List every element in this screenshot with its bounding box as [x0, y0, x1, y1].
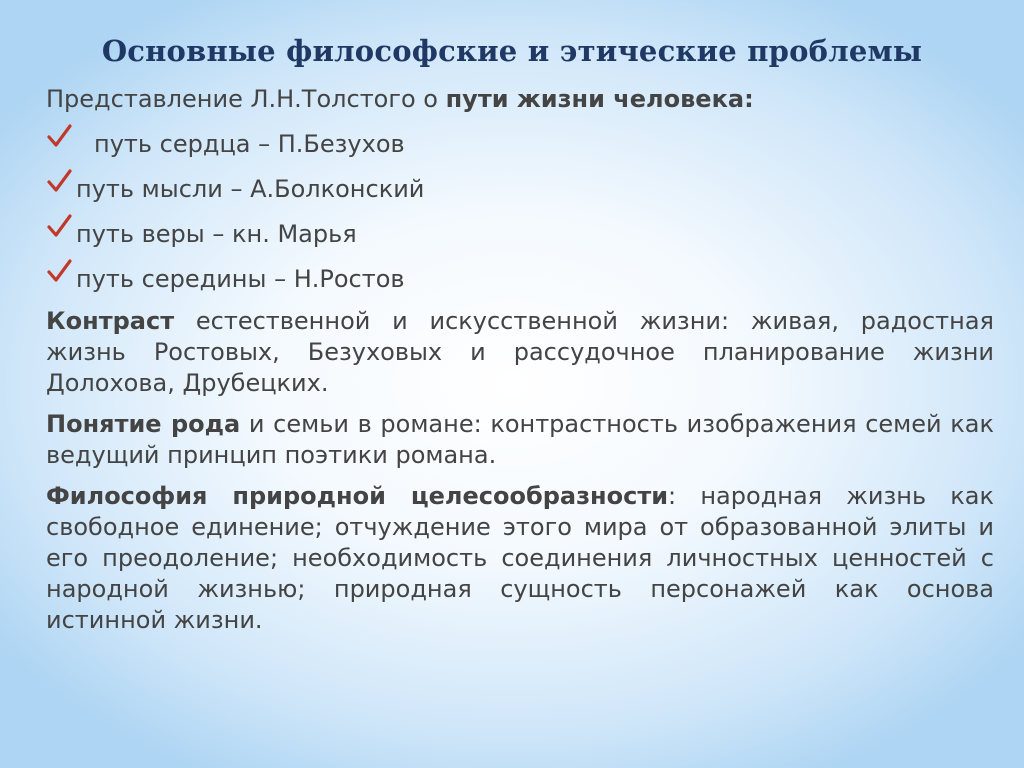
checkmark-icon [46, 168, 76, 200]
list-item [46, 216, 994, 247]
paragraph-family [46, 409, 994, 471]
list-item [46, 261, 994, 292]
path-text: путь середины – Н.Ростов [76, 265, 405, 293]
paragraph-text: и семьи в романе: контрастность изображения семей как ведущий принцип поэтики романа. [46, 410, 994, 469]
intro-lead: Представление Л.Н.Толстого о [46, 85, 446, 113]
path-text: путь веры – кн. Марья [76, 220, 357, 248]
checkmark-icon [46, 258, 76, 290]
paragraph-heading: Контраст [46, 307, 175, 335]
slide-content [46, 84, 994, 646]
paragraph-contrast [46, 306, 994, 399]
intro-emphasis: пути жизни человека: [445, 85, 754, 113]
paragraph-text: естественной и искусственной жизни: живая, радостная жизнь Ростовых, Безуховых и рассудочное планирование жизни Долохова, Друбецких. [46, 307, 994, 397]
path-text: путь сердца – П.Безухов [94, 130, 405, 158]
checkmark-icon [46, 213, 76, 245]
list-item [46, 171, 994, 202]
list-item [46, 126, 994, 157]
checkmark-icon [46, 123, 76, 155]
paths-list [46, 126, 994, 292]
path-text: путь мысли – А.Болконский [76, 175, 425, 203]
intro-line [46, 84, 994, 115]
paragraph-heading: Понятие рода [46, 410, 241, 438]
paragraph-text: : народная жизнь как свободное единение; отчуждение этого мира от образованной элиты и его преодоление; необходимость соединения личностных ценностей с народной жизнью; природная сущность персонажей как основа истинной жизни. [46, 482, 995, 634]
slide-title: Основные философские и этические проблемы [101, 34, 923, 68]
paragraph-philosophy [46, 481, 994, 636]
paragraph-heading: Философия природной целесообразности [46, 482, 669, 510]
